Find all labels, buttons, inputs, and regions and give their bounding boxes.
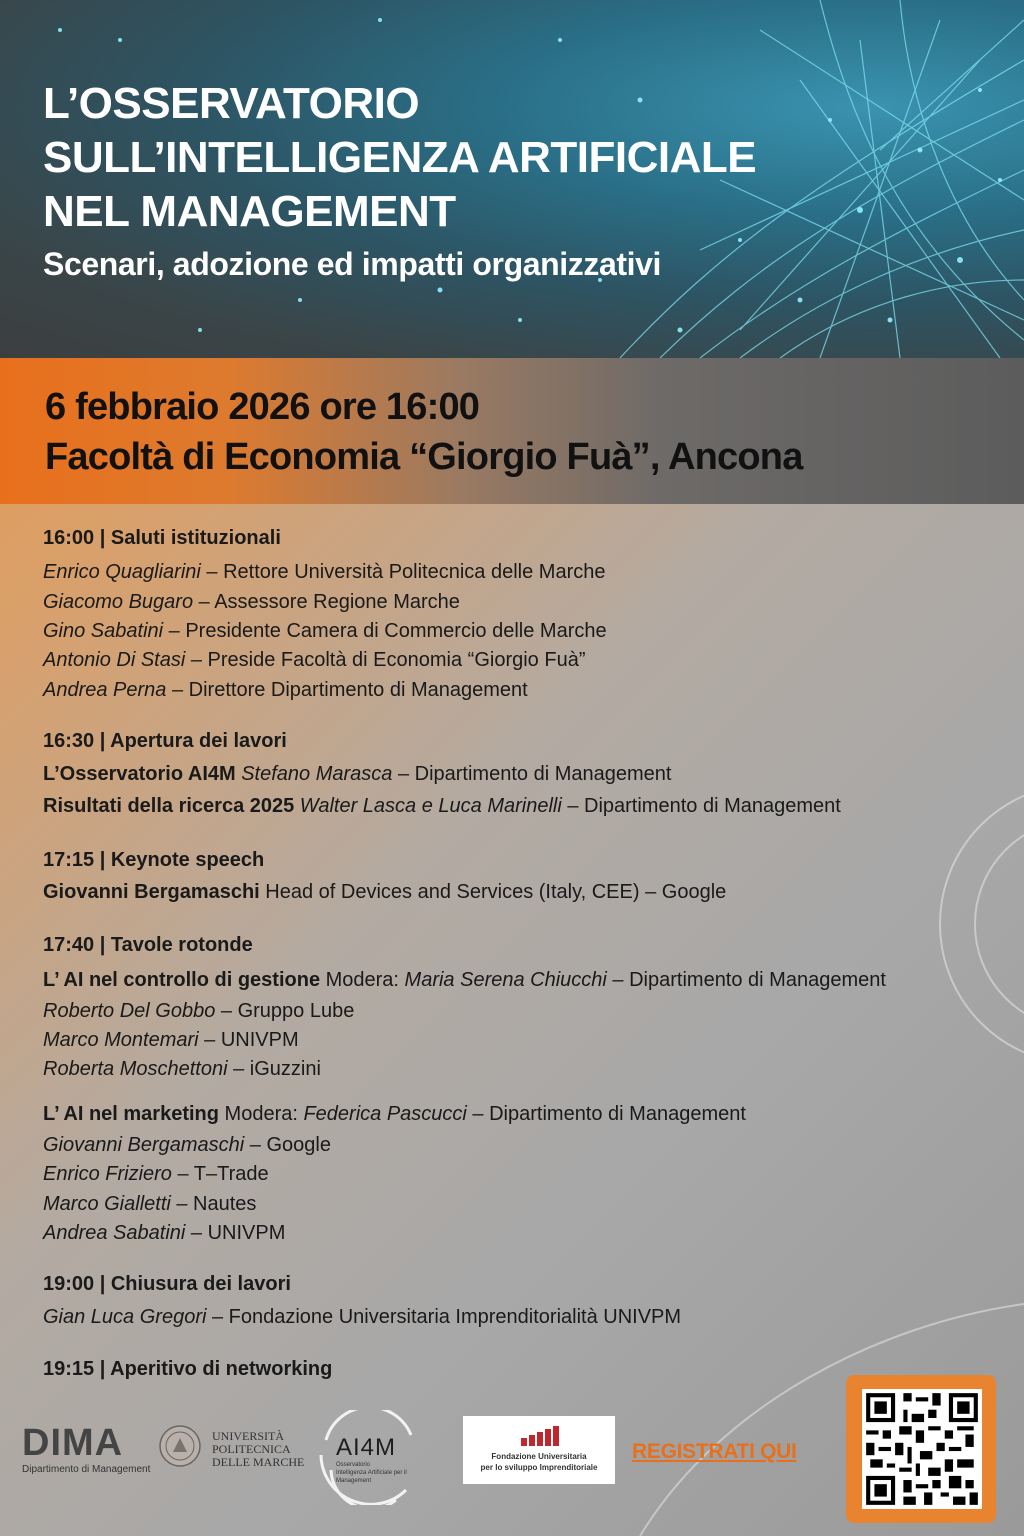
dima-logo-text: DIMA (22, 1422, 124, 1464)
fondazione-line-2: per lo sviluppo Imprenditoriale (480, 1463, 598, 1472)
panelist-name: Marco Gialletti (43, 1193, 171, 1215)
section-heading-keynote: 17:15 | Keynote speech (43, 849, 265, 871)
speaker-name: Antonio Di Stasi (43, 649, 186, 671)
univpm-line-1: UNIVERSITÀ (212, 1429, 284, 1443)
speaker-row (43, 678, 528, 702)
ai4m-caption-2: Intelligenza Artificiale per il (336, 1470, 407, 1476)
talk-row (43, 762, 671, 786)
moderator-role: – Dipartimento di Management (606, 969, 886, 991)
panelist-row (43, 1162, 269, 1186)
speaker-row (43, 590, 460, 614)
panelist-role: – Google (244, 1134, 331, 1156)
speaker-name: Stefano Marasca (235, 763, 393, 785)
speaker-name: Gian Luca Gregori (43, 1306, 207, 1328)
speaker-row (43, 560, 606, 584)
subtitle: Scenari, adozione ed impatti organizzativi (43, 246, 661, 282)
speaker-name: Andrea Perna (43, 679, 167, 701)
bar-chart-logo-icon (519, 1424, 563, 1446)
univpm-line-2: POLITECNICA (212, 1442, 291, 1456)
talk-topic: L’Osservatorio AI4M (43, 763, 236, 785)
title-line-3: NEL MANAGEMENT (43, 187, 456, 236)
panelist-name: Roberto Del Gobbo (43, 1000, 216, 1022)
section-heading-aperitivo: 19:15 | Aperitivo di networking (43, 1358, 333, 1380)
register-link[interactable]: REGISTRATI QUI (632, 1440, 797, 1463)
panelist-role: – iGuzzini (227, 1058, 321, 1080)
header-banner (0, 0, 1024, 358)
event-location: Facoltà di Economia “Giorgio Fuà”, Ancona (45, 436, 803, 478)
roundtable-topic: L’ AI nel controllo di gestione (43, 969, 321, 991)
event-info-band (0, 358, 1024, 504)
speaker-role: – Fondazione Universitaria Imprenditorialità UNIVPM (206, 1306, 682, 1328)
panelist-row (43, 1192, 256, 1216)
dima-caption: Dipartimento di Management (22, 1464, 151, 1475)
moderator-label: Modera: (218, 1103, 304, 1125)
panelist-name: Enrico Friziero (43, 1163, 172, 1185)
panelist-name: Andrea Sabatini (43, 1222, 186, 1244)
panelist-name: Marco Montemari (43, 1029, 199, 1051)
speaker-row (43, 648, 585, 672)
title-line-2: SULL’INTELLIGENZA ARTIFICIALE (43, 133, 757, 182)
panelist-role: – Gruppo Lube (215, 1000, 355, 1022)
speaker-name: Gino Sabatini (43, 620, 164, 642)
panelist-row (43, 1028, 299, 1052)
moderator-role: – Dipartimento di Management (466, 1103, 746, 1125)
speaker-role: – Presidente Camera di Commercio delle Marche (163, 620, 607, 642)
speaker-role: – Assessore Regione Marche (193, 591, 460, 613)
panelist-row (43, 999, 354, 1023)
talk-topic: Risultati della ricerca 2025 (43, 795, 295, 817)
panelist-name: Roberta Moschettoni (43, 1058, 228, 1080)
moderator-name: Maria Serena Chiucchi (404, 969, 607, 991)
section-heading-chiusura: 19:00 | Chiusura dei lavori (43, 1273, 291, 1295)
univpm-line-3: DELLE MARCHE (212, 1455, 305, 1469)
event-date-time: 6 febbraio 2026 ore 16:00 (45, 386, 480, 428)
speaker-role: – Dipartimento di Management (392, 763, 672, 785)
panelist-name: Giovanni Bergamaschi (43, 1134, 245, 1156)
section-heading-apertura: 16:30 | Apertura dei lavori (43, 730, 287, 752)
speaker-role: – Preside Facoltà di Economia “Giorgio Fuà” (185, 649, 586, 671)
speaker-role: – Dipartimento di Management (561, 795, 841, 817)
ai4m-caption-1: Osservatorio (336, 1462, 371, 1468)
roundtable-title (43, 968, 886, 992)
panelist-role: – Nautes (170, 1193, 257, 1215)
university-seal-icon (158, 1424, 202, 1468)
speaker-name: Walter Lasca e Luca Marinelli (294, 795, 562, 817)
section-heading-saluti: 16:00 | Saluti istituzionali (43, 527, 281, 549)
section-heading-tavole: 17:40 | Tavole rotonde (43, 934, 253, 956)
speaker-name: Enrico Quagliarini (43, 561, 201, 583)
fondazione-line-1: Fondazione Universitaria (491, 1452, 587, 1461)
speaker-role: – Rettore Università Politecnica delle Marche (200, 561, 606, 583)
moderator-name: Federica Pascucci (303, 1103, 467, 1125)
panelist-row (43, 1057, 321, 1081)
talk-row (43, 794, 841, 818)
panelist-row (43, 1133, 331, 1157)
keynote-row (43, 880, 726, 904)
speaker-name: Giacomo Bugaro (43, 591, 194, 613)
roundtable-title (43, 1102, 746, 1126)
panelist-role: – T–Trade (171, 1163, 269, 1185)
speaker-role: – Direttore Dipartimento di Management (166, 679, 528, 701)
moderator-label: Modera: (320, 969, 405, 991)
fondazione-logo (463, 1416, 615, 1484)
keynote-role: Head of Devices and Services (Italy, CEE) – Google (259, 881, 727, 903)
panelist-role: – UNIVPM (185, 1222, 286, 1244)
title-line-1: L’OSSERVATORIO (43, 79, 420, 128)
ai4m-caption-3: Management (336, 1478, 372, 1484)
panelist-row (43, 1221, 285, 1245)
speaker-row (43, 619, 607, 643)
qr-code-icon[interactable] (862, 1389, 982, 1509)
speaker-row (43, 1305, 681, 1329)
panelist-role: – UNIVPM (198, 1029, 299, 1051)
ai4m-logo-text: AI4M (336, 1434, 397, 1461)
keynote-speaker: Giovanni Bergamaschi (43, 881, 260, 903)
roundtable-topic: L’ AI nel marketing (43, 1103, 219, 1125)
